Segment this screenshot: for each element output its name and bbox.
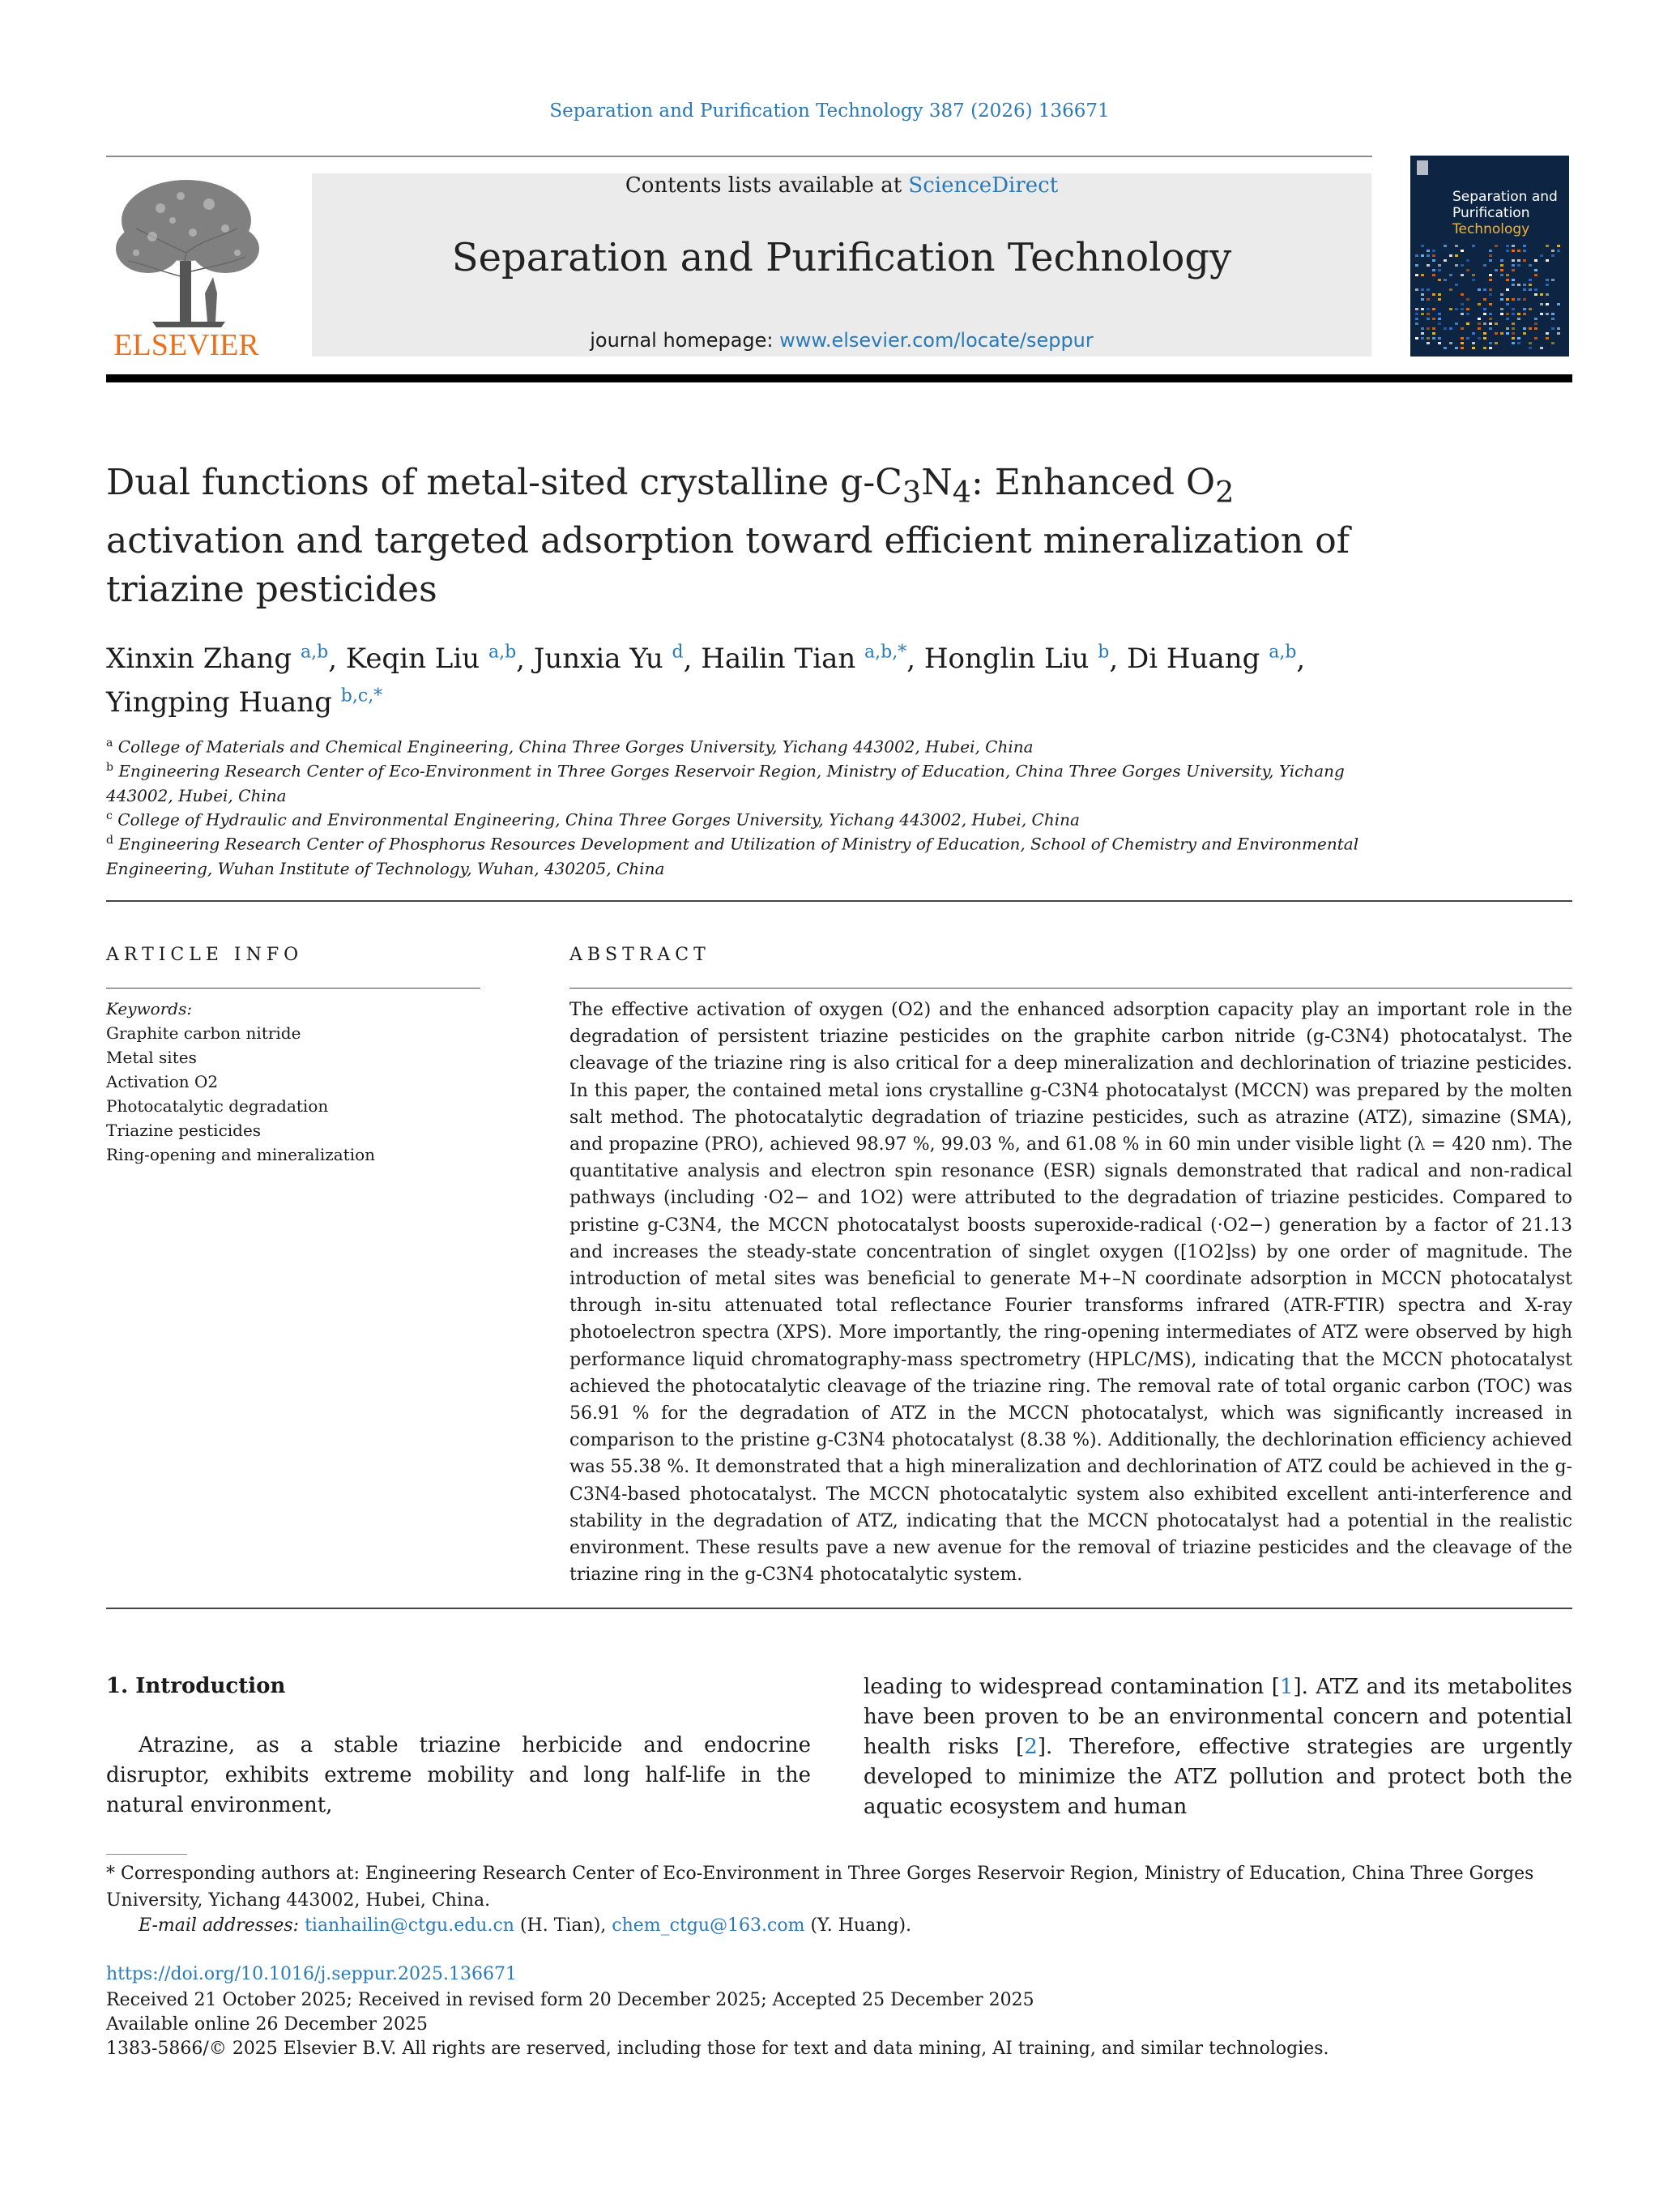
received-dates: Received 21 October 2025; Received in revised form 20 December 2025; Accepted 25 December 2025 bbox=[106, 1990, 1034, 2010]
affiliation-a: $^a$ College of Materials and Chemical Engineering, China Three Gorges University, Yichang 443002, Hubei, China bbox=[106, 737, 1034, 757]
reference-link[interactable]: 2 bbox=[1024, 1735, 1038, 1759]
cover-title-line1: Separation and bbox=[1452, 189, 1558, 205]
sciencedirect-link[interactable]: ScienceDirect bbox=[908, 173, 1059, 198]
title-subscript: 2 bbox=[1215, 474, 1235, 510]
author[interactable]: Honglin Liu $^b$ bbox=[923, 643, 1110, 676]
title-subscript: 4 bbox=[952, 474, 972, 510]
cover-title-line3: Technology bbox=[1452, 221, 1530, 237]
author[interactable]: Xinxin Zhang $^{a,b}$ bbox=[106, 643, 329, 676]
header-thick-rule bbox=[106, 374, 1572, 382]
reference-link[interactable]: 1 bbox=[1279, 1675, 1294, 1699]
author[interactable]: Junxia Yu $^d$ bbox=[533, 643, 684, 676]
keyword-item: Activation O2 bbox=[106, 1072, 219, 1091]
elsevier-tree-icon bbox=[104, 172, 270, 360]
article-info-heading: ARTICLE INFO bbox=[106, 945, 304, 965]
title-subscript: 3 bbox=[902, 474, 922, 510]
keyword-item: Graphite carbon nitride bbox=[106, 1023, 301, 1043]
abstract-rule bbox=[569, 988, 1572, 989]
title-text: activation and targeted adsorption toward efficient mineralization of triazine pesticides bbox=[106, 519, 1350, 610]
intro-text: ]. Therefore, effective strategies are urgently developed to minimize the ATZ pollution and protect both the aquatic ecosystem and human bbox=[864, 1735, 1573, 1819]
journal-citation-link[interactable]: Separation and Purification Technology 387 (2026) 136671 bbox=[549, 100, 1110, 122]
affiliation-b: $^b$ Engineering Research Center of Eco-Environment in Three Gorges Reservoir Region, Ministry of Education, China Three Gorges University, Yichang 443002, Hubei, China bbox=[106, 761, 1345, 805]
keywords-label: Keywords: bbox=[106, 999, 193, 1018]
title-text: : Enhanced O bbox=[971, 462, 1216, 503]
intro-text: ]. ATZ and its metabolites have been proven to be an environmental concern and potential health risks [ bbox=[864, 1675, 1572, 1759]
abstract-bottom-rule bbox=[106, 1608, 1572, 1609]
article-title bbox=[106, 459, 1402, 614]
affiliation-d: $^d$ Engineering Research Center of Phosphorus Resources Development and Utilization of Ministry of Education, School of Chemistry and Environmental Engineering, Wuhan Institute of Technology, Wuhan, 430205, China bbox=[106, 834, 1359, 878]
abstract-text: The effective activation of oxygen (O2) and the enhanced adsorption capacity play an important role in the degradation of persistent triazine pesticides on the graphite carbon nitride (g-C3N4) photocatalyst. The cleavage of the triazine ring is also critical for a deep mineralization and dechlorination of triazine pesticides. In this paper, the contained metal ions crystalline g-C3N4 photocatalyst (MCCN) was prepared by the molten salt method. The photocatalytic degradation of triazine pesticides, such as atrazine (ATZ), simazine (SMA), and propazine (PRO), achieved 98.97 %, 99.03 %, and 61.08 % in 60 min under visible light (λ = 420 nm). The quantitative analysis and electron spin resonance (ESR) signals demonstrated that radical and non-radical pathways (including ·O2− and 1O2) were attributed to the degradation of triazine pesticides. Compared to pristine g-C3N4, the MCCN photocatalyst boosts superoxide-radical (·O2−) generation by a factor of 21.13 and increases the steady-state concentration of singlet oxygen ([1O2]ss) by one order of magnitude. The introduction of metal sites was beneficial to generate M+–N coordinate adsorption in MCCN photocatalyst through in-situ attenuated total reflectance Fourier transforms infrared (ATR-FTIR) spectra and X-ray photoelectron spectra (XPS). More importantly, the ring-opening intermediates of ATZ were observed by high performance liquid chromatography-mass spectrometry (HPLC/MS), indicating that the MCCN photocatalyst achieved the photocatalytic cleavage of the triazine ring. The removal rate of total organic carbon (TOC) was 56.91 % for the degradation of ATZ in the MCCN photocatalyst, which was significantly increased in comparison to the pristine g-C3N4 photocatalyst (8.38 %). Additionally, the dechlorination efficiency achieved was 55.38 %. It demonstrated that a high mineralization and dechlorination of ATZ could be achieved in the g-C3N4-based photocatalyst. The MCCN photocatalytic system also exhibited excellent anti-interference and stability in the degradation of ATZ, indicating that the MCCN photocatalyst had a potential in the realistic environment. These results pave a new avenue for the removal of triazine pesticides and the cleavage of the triazine ring in the g-C3N4 photocatalytic system. bbox=[569, 1000, 1572, 1586]
author-list: Xinxin Zhang $^{a,b}$, Keqin Liu $^{a,b}$, Junxia Yu $^d$, Hailin Tian $^{a,b,*}$, Honglin Liu $^b$, Di Huang $^{a,b}$, Yingping Huang $^{b,c,*}$ bbox=[106, 643, 1306, 719]
doi-link[interactable]: https://doi.org/10.1016/j.seppur.2025.136671 bbox=[106, 1964, 517, 1984]
homepage-prefix: journal homepage: bbox=[590, 329, 780, 352]
journal-name: Separation and Purification Technology bbox=[451, 235, 1232, 280]
author[interactable]: Di Huang $^{a,b}$ bbox=[1126, 643, 1297, 676]
abstract-heading: ABSTRACT bbox=[569, 945, 710, 965]
elsevier-logo[interactable] bbox=[104, 172, 270, 360]
keywords-list bbox=[106, 997, 480, 1167]
elsevier-wordmark: ELSEVIER bbox=[113, 328, 259, 360]
journal-cover-image bbox=[1410, 156, 1569, 357]
author[interactable]: Hailin Tian $^{a,b,*}$ bbox=[701, 643, 907, 676]
email-link[interactable]: chem_ctgu@163.com bbox=[612, 1915, 805, 1936]
journal-homepage-line bbox=[312, 329, 1371, 352]
introduction-column-1: Atrazine, as a stable triazine herbicide and endocrine disruptor, exhibits extreme mobility and long half-life in the natural environment, bbox=[106, 1733, 811, 1817]
keyword-item: Triazine pesticides bbox=[106, 1121, 262, 1140]
affiliation-c: $^c$ College of Hydraulic and Environmental Engineering, China Three Gorges University, Yichang 443002, Hubei, China bbox=[106, 809, 1080, 830]
available-online-date: Available online 26 December 2025 bbox=[106, 2014, 428, 2035]
section-divider bbox=[106, 900, 1572, 902]
copyright-notice: 1383-5866/© 2025 Elsevier B.V. All rights are reserved, including those for text and data mining, AI training, and similar technologies. bbox=[106, 2039, 1329, 2059]
contents-prefix: Contents lists available at bbox=[625, 173, 909, 198]
introduction-column-2 bbox=[864, 1672, 1572, 1822]
cover-title-line2: Purification bbox=[1452, 205, 1530, 221]
keyword-item: Metal sites bbox=[106, 1048, 197, 1067]
email-label: E-mail addresses: bbox=[139, 1915, 305, 1936]
corresponding-author-note: * Corresponding authors at: Engineering Research Center of Eco-Environment in Three Gorges Reservoir Region, Ministry of Education, China Three Gorges University, Yichang 443002, Hubei, China. bbox=[106, 1864, 1534, 1911]
author[interactable]: Keqin Liu $^{a,b}$ bbox=[345, 643, 517, 676]
email-addresses: E-mail addresses: tianhailin@ctgu.edu.cn (H. Tian), chem_ctgu@163.com (Y. Huang). bbox=[139, 1915, 912, 1936]
footnote-rule bbox=[106, 1854, 187, 1855]
header-top-rule bbox=[106, 156, 1372, 157]
keyword-item: Ring-opening and mineralization bbox=[106, 1145, 376, 1164]
journal-cover-thumbnail[interactable] bbox=[1410, 156, 1569, 357]
email-link[interactable]: tianhailin@ctgu.edu.cn bbox=[305, 1915, 514, 1936]
title-text: Dual functions of metal-sited crystalline g-C bbox=[106, 462, 902, 503]
keyword-item: Photocatalytic degradation bbox=[106, 1096, 329, 1116]
article-info-rule bbox=[106, 988, 480, 989]
intro-text: leading to widespread contamination [ bbox=[864, 1675, 1280, 1699]
introduction-heading: 1. Introduction bbox=[106, 1674, 286, 1698]
author[interactable]: Yingping Huang $^{b,c,*}$ bbox=[106, 685, 383, 719]
title-text: N bbox=[921, 462, 953, 503]
contents-available-line bbox=[312, 173, 1371, 198]
homepage-link[interactable]: www.elsevier.com/locate/seppur bbox=[779, 329, 1094, 352]
